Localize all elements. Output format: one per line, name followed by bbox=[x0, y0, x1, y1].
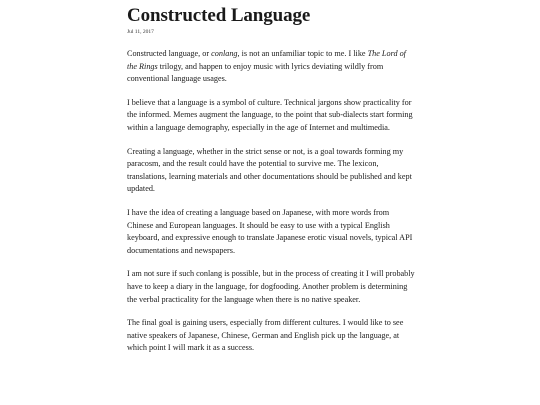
paragraph-6: The final goal is gaining users, especially from different cultures. I would like to see native speakers of Japanese, Chinese, German and English pick up the language, at which point I will mark it as a success. bbox=[127, 318, 404, 353]
paragraph-3: Creating a language, whether in the strict sense or not, is a goal towards forming my paracosm, and the result could have the potential to survive me. The lexicon, translations, learning materials and other documentations should be published and kept updated. bbox=[127, 146, 412, 194]
conlang-term: conlang bbox=[211, 49, 238, 58]
page-title: Constructed Language bbox=[127, 5, 311, 26]
paragraph-2: I believe that a language is a symbol of culture. Technical jargons show practicality for the informed. Memes augment the language, to the point that sub-dialects start forming within a language demography, especially in the age of Internet and multimedia. bbox=[127, 97, 413, 132]
paragraph-1 bbox=[127, 48, 417, 86]
article bbox=[127, 0, 417, 355]
paragraph-1-text-c: , is not an unfamiliar topic to me. I like bbox=[237, 49, 368, 58]
post-date: Jul 11, 2017 bbox=[127, 29, 154, 35]
paragraph-4: I have the idea of creating a language based on Japanese, with more words from Chinese and European languages. It should be easy to use with a typical English keyboard, and expressive enough to translate Japanese erotic visual novels, typical API documentations and newspapers. bbox=[127, 207, 413, 255]
paragraph-5: I am not sure if such conlang is possible, but in the process of creating it I will probably have to keep a diary in the language, for dogfooding. Another problem is determining the verbal practicality for the language when there is no native speaker. bbox=[127, 269, 415, 304]
book-title: The Lord of the Rings bbox=[127, 49, 406, 71]
paragraph-1-text-a: Constructed language, or bbox=[127, 49, 212, 58]
paragraph-1-text-e: trilogy, and happen to enjoy music with lyrics deviating wildly from conventional language usages. bbox=[127, 61, 384, 84]
